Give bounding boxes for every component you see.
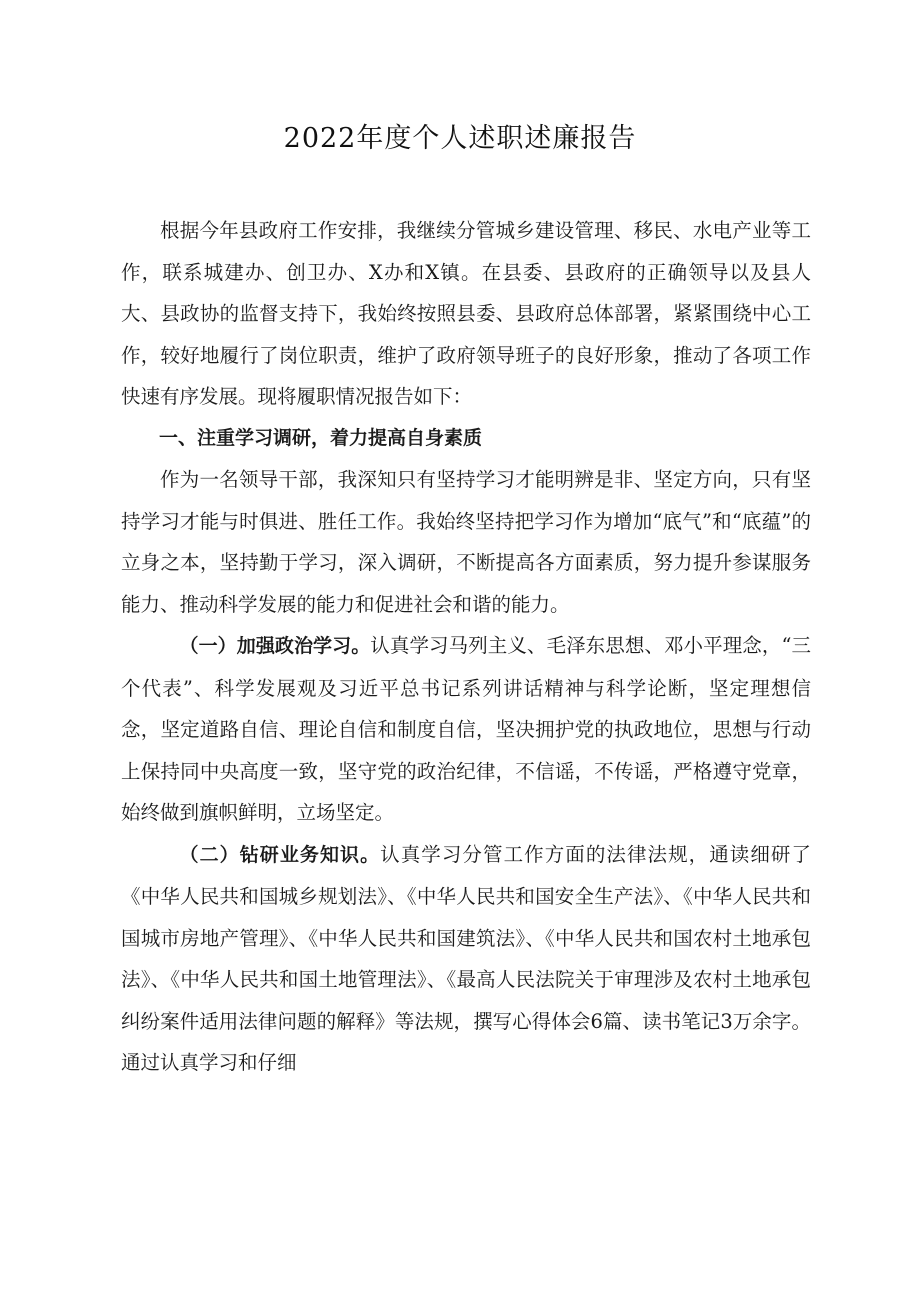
subsection-business-knowledge <box>121 834 811 1084</box>
subsection-text: 认真学习马列主义、毛泽东思想、邓小平理念，“三个代表”、科学发展观及习近平总书记系列讲话精神与科学论断，坚定理想信念，坚定道路自信、理论自信和制度自信，坚决拥护党的执政地位，思想与行动上保持同中央高度一致，坚守党的政治纪律，不信谣，不传谣，严格遵守党章，始终做到旗帜鲜明，立场坚定。 <box>121 634 811 824</box>
subsection-political-study <box>121 625 811 834</box>
section-paragraph: 作为一名领导干部，我深知只有坚持学习才能明辨是非、坚定方向，只有坚持学习才能与时俱进、胜任工作。我始终坚持把学习作为增加“底气”和“底蕴”的立身之本，坚持勤于学习，深入调研，不断提高各方面素质，努力提升参谋服务能力、推动科学发展的能力和促进社会和谐的能力。 <box>121 468 811 616</box>
subsection-text: 认真学习分管工作方面的法律法规，通读细研了《中华人民共和国城乡规划法》、《中华人民共和国安全生产法》、《中华人民共和国城市房地产管理》、《中华人民共和国建筑法》、《中华人民共和国农村土地承包法》、《中华人民共和国土地管理法》、《最高人民法院关于审理涉及农村土地承包纠纷案件适用法律问题的解释》等法规，撰写心得体会6篇、读书笔记3万余字。通过认真学习和仔细 <box>121 842 811 1074</box>
subsection-lead: （二）钻研业务知识。 <box>179 843 381 866</box>
subsection-lead: （一）加强政治学习。 <box>179 635 371 657</box>
intro-paragraph: 根据今年县政府工作安排，我继续分管城乡建设管理、移民、水电产业等工作，联系城建办、创卫办、X办和X镇。在县委、县政府的正确领导以及县人大、县政协的监督支持下，我始终按照县委、县政府总体部署，紧紧围绕中心工作，较好地履行了岗位职责，维护了政府领导班子的良好形象，推动了各项工作快速有序发展。现将履职情况报告如下： <box>121 219 811 408</box>
document-body <box>121 210 811 1084</box>
section-heading: 一、注重学习调研，着力提高自身素质 <box>159 426 483 449</box>
document-title: 2022年度个人述职述廉报告 <box>283 123 637 154</box>
